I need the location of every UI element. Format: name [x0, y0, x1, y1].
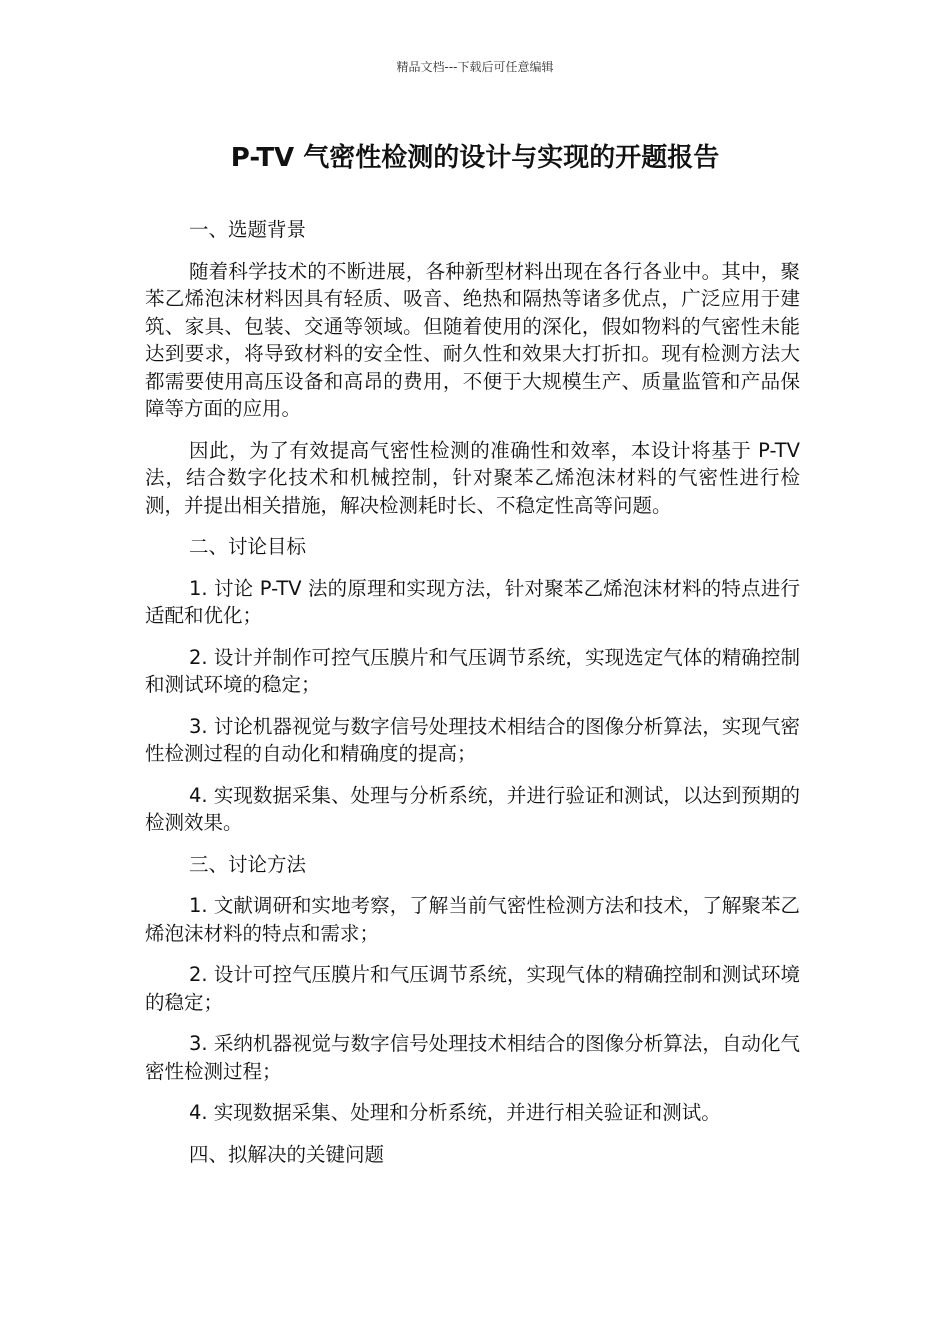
document-body — [145, 216, 800, 1182]
list-item: 4. 实现数据采集、处理和分析系统，并进行相关验证和测试。 — [189, 1101, 721, 1124]
list-item: 1. 讨论 P-TV 法的原理和实现方法，针对聚苯乙烯泡沫材料的特点进行适配和优化； — [145, 576, 800, 627]
list-item: 1. 文献调研和实地考察，了解当前气密性检测方法和技术，了解聚苯乙烯泡沫材料的特点和需求； — [145, 894, 800, 945]
paragraph: 因此，为了有效提高气密性检测的准确性和效率，本设计将基于 P-TV 法，结合数字化技术和机械控制，针对聚苯乙烯泡沫材料的气密性进行检测，并提出相关措施，解决检测耗时长、不稳定性高等问题。 — [145, 438, 800, 517]
list-item: 4. 实现数据采集、处理与分析系统，并进行验证和测试，以达到预期的检测效果。 — [145, 783, 800, 834]
section-heading-methods: 三、讨论方法 — [189, 852, 307, 876]
list-item: 2. 设计并制作可控气压膜片和气压调节系统，实现选定气体的精确控制和测试环境的稳定； — [145, 645, 800, 696]
list-item: 2. 设计可控气压膜片和气压调节系统，实现气体的精确控制和测试环境的稳定； — [145, 963, 800, 1014]
section-heading-key-problems: 四、拟解决的关键问题 — [189, 1142, 385, 1166]
section-heading-background: 一、选题背景 — [189, 218, 307, 241]
paragraph: 随着科学技术的不断进展，各种新型材料出现在各行各业中。其中，聚苯乙烯泡沫材料因具有轻质、吸音、绝热和隔热等诸多优点，广泛应用于建筑、家具、包装、交通等领域。但随着使用的深化，假如物料的气密性未能达到要求，将导致材料的安全性、耐久性和效果大打折扣。现有检测方法大都需要使用高压设备和高昂的费用，不便于大规模生产、质量监管和产品保障等方面的应用。 — [145, 259, 800, 420]
list-item: 3. 采纳机器视觉与数字信号处理技术相结合的图像分析算法，自动化气密性检测过程； — [145, 1032, 800, 1083]
section-heading-objectives: 二、讨论目标 — [189, 535, 307, 558]
list-item: 3. 讨论机器视觉与数字信号处理技术相结合的图像分析算法，实现气密性检测过程的自动化和精确度的提高； — [145, 714, 800, 765]
document-title: P-TV 气密性检测的设计与实现的开题报告 — [230, 143, 720, 173]
page-header: 精品文档---下载后可任意编辑 — [396, 60, 554, 74]
